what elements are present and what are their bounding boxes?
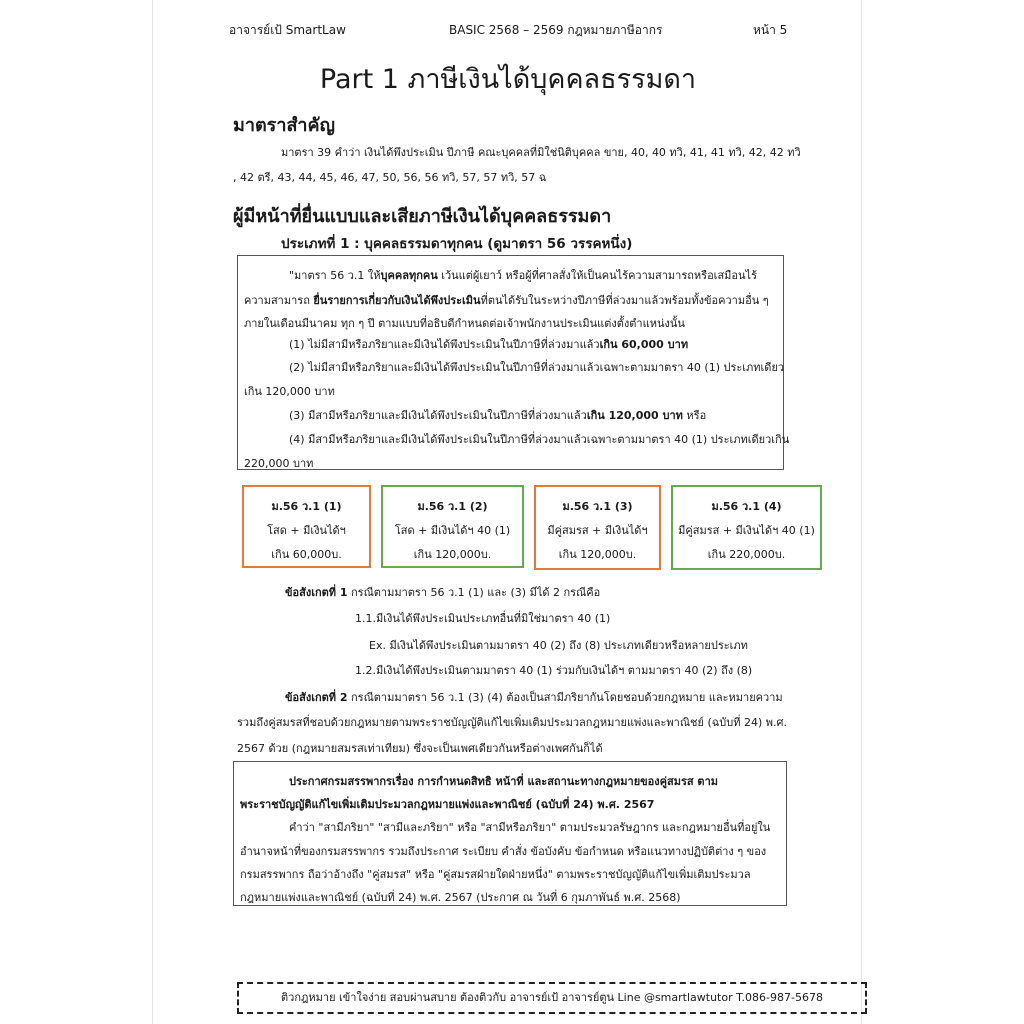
card-title: ม.56 ว.1 (1) <box>271 500 342 513</box>
header-page-number: หน้า 5 <box>753 23 788 37</box>
note-2-line-1: ข้อสังเกตที่ 2 กรณีตามมาตรา 56 ว.1 (3) (4) ต้องเป็นสามีภริยากันโดยชอบด้วยกฎหมาย และหมายความ <box>285 691 783 704</box>
quote-item-1: (1) ไม่มีสามีหรือภริยาและมีเงินได้พึงประเมินในปีภาษีที่ล่วงมาแล้วเกิน 60,000 บาท <box>289 338 689 351</box>
note-1-example: Ex. มีเงินได้พึงประเมินตามมาตรา 40 (2) ถึง (8) ประเภทเดียวหรือหลายประเภท <box>369 639 748 652</box>
document-page <box>152 0 862 1024</box>
card-line-1: โสด + มีเงินได้ฯ 40 (1) <box>394 524 511 537</box>
note-2-line-3: 2567 ด้วย (กฎหมายสมรสเท่าเทียม) ซึ่งจะเป็นเพศเดียวกันหรือต่างเพศกันก็ได้ <box>237 742 603 755</box>
card-line-2: เกิน 60,000บ. <box>271 548 342 561</box>
category-1-heading: ประเภทที่ 1 : บุคคลธรรมดาทุกคน (ดูมาตรา 56 วรรคหนึ่ง) <box>281 236 633 252</box>
left-margin <box>0 0 152 1024</box>
note-1-case-2: 1.2.มีเงินได้พึงประเมินตามมาตรา 40 (1) ร่วมกับเงินได้ฯ ตามมาตรา 40 (2) ถึง (8) <box>355 664 753 677</box>
announcement-title-line-2: พระราชบัญญัติแก้ไขเพิ่มเติมประมวลกฎหมายแพ่งและพาณิชย์ (ฉบับที่ 24) พ.ศ. 2567 <box>240 798 655 811</box>
card-title: ม.56 ว.1 (4) <box>711 500 782 513</box>
footer-promo: ติวกฎหมาย เข้าใจง่าย สอบผ่านสบาย ต้องติวกับ อาจารย์เป้ อาจารย์ตูน Line @smartlawtutor T.086-987-5678 <box>237 982 867 1014</box>
announcement-title-line-1: ประกาศกรมสรรพากรเรื่อง การกำหนดสิทธิ หน้าที่ และสถานะทางกฎหมายของคู่สมรส ตาม <box>289 775 718 788</box>
card-56-1-item-2 <box>381 485 524 568</box>
note-1: ข้อสังเกตที่ 1 กรณีตามมาตรา 56 ว.1 (1) และ (3) มีได้ 2 กรณีคือ <box>285 586 601 599</box>
page-title: Part 1 ภาษีเงินได้บุคคลธรรมดา <box>319 64 697 95</box>
announcement-body-line-2: อำนาจหน้าที่ของกรมสรรพากร รวมถึงประกาศ ระเบียบ คำสั่ง ข้อบังคับ ข้อกำหนด หรือแนวทางปฏิบัติต่าง ๆ ของ <box>240 845 767 858</box>
quote-item-3: (3) มีสามีหรือภริยาและมีเงินได้พึงประเมินในปีภาษีที่ล่วงมาแล้วเกิน 120,000 บาท หรือ <box>289 409 707 422</box>
note-1-case-1: 1.1.มีเงินได้พึงประเมินประเภทอื่นที่มิใช่มาตรา 40 (1) <box>355 612 611 625</box>
card-line-1: มีคู่สมรส + มีเงินได้ฯ <box>547 524 648 537</box>
card-line-2: เกิน 120,000บ. <box>413 548 492 561</box>
quote-line-1: "มาตรา 56 ว.1 ให้บุคคลทุกคน เว้นแต่ผู้เยาว์ หรือผู้ที่ศาลสั่งให้เป็นคนไร้ความสามารถหรือเสมือนไร้ <box>289 269 757 282</box>
card-line-2: เกิน 120,000บ. <box>558 548 637 561</box>
card-56-1-item-4 <box>671 485 822 570</box>
card-56-1-item-1 <box>242 485 371 568</box>
card-line-2: เกิน 220,000บ. <box>707 548 786 561</box>
quote-item-4-line-1: (4) มีสามีหรือภริยาและมีเงินได้พึงประเมินในปีภาษีที่ล่วงมาแล้วเฉพาะตามมาตรา 40 (1) ประเภทเดียวเกิน <box>289 433 790 446</box>
card-line-1: มีคู่สมรส + มีเงินได้ฯ 40 (1) <box>678 524 815 537</box>
quote-line-2: ความสามารถ ยื่นรายการเกี่ยวกับเงินได้พึงประเมินที่ตนได้รับในระหว่างปีภาษีที่ล่วงมาแล้วพร้อมทั้งข้อความอื่น ๆ <box>244 294 769 307</box>
quote-line-3: ภายในเดือนมีนาคม ทุก ๆ ปี ตามแบบที่อธิบดีกำหนดต่อเจ้าพนักงานประเมินแต่งตั้งตำแหน่งนั้น <box>244 317 685 330</box>
header-course: BASIC 2568 – 2569 กฎหมายภาษีอากร <box>449 23 663 37</box>
key-sections-line-1: มาตรา 39 คำว่า เงินได้พึงประเมิน ปีภาษี คณะบุคคลที่มิใช่นิติบุคคล ขาย, 40, 40 ทวิ, 41, 41 ทวิ, 42, 42 ทวิ <box>281 146 801 159</box>
card-56-1-item-3 <box>534 485 661 570</box>
announcement-body-line-1: คำว่า "สามีภริยา" "สามีและภริยา" หรือ "สามีหรือภริยา" ตามประมวลรัษฎากร และกฎหมายอื่นที่อยู่ใน <box>289 821 771 834</box>
quote-item-4-line-2: 220,000 บาท <box>244 457 314 470</box>
announcement-body-line-4: กฎหมายแพ่งและพาณิชย์ (ฉบับที่ 24) พ.ศ. 2567 (ประกาศ ณ วันที่ 6 กุมภาพันธ์ พ.ศ. 2568) <box>240 891 681 904</box>
announcement-body-line-3: กรมสรรพากร ถือว่าอ้างถึง "คู่สมรส" หรือ "คู่สมรสฝ่ายใดฝ่ายหนึ่ง" ตามพระราชบัญญัติแก้ไขเพิ่มเติมประมวล <box>240 868 751 881</box>
right-margin <box>862 0 1024 1024</box>
section-heading-filers: ผู้มีหน้าที่ยื่นแบบและเสียภาษีเงินได้บุคคลธรรมดา <box>233 206 612 227</box>
quote-item-2-line-2: เกิน 120,000 บาท <box>244 385 335 398</box>
card-line-1: โสด + มีเงินได้ฯ <box>267 524 346 537</box>
section-heading-key-sections: มาตราสำคัญ <box>233 115 335 136</box>
header-author: อาจารย์เป้ SmartLaw <box>229 23 346 37</box>
card-title: ม.56 ว.1 (3) <box>562 500 633 513</box>
note-2-line-2: รวมถึงคู่สมรสที่ชอบด้วยกฎหมายตามพระราชบัญญัติแก้ไขเพิ่มเติมประมวลกฎหมายแพ่งและพาณิชย์ (ฉบับที่ 24) พ.ศ. <box>237 716 787 729</box>
key-sections-line-2: , 42 ตรี, 43, 44, 45, 46, 47, 50, 56, 56 ทวิ, 57, 57 ทวิ, 57 ฉ <box>233 171 547 184</box>
card-title: ม.56 ว.1 (2) <box>417 500 488 513</box>
quote-item-2-line-1: (2) ไม่มีสามีหรือภริยาและมีเงินได้พึงประเมินในปีภาษีที่ล่วงมาแล้วเฉพาะตามมาตรา 40 (1) ประเภทเดียว <box>289 361 785 374</box>
